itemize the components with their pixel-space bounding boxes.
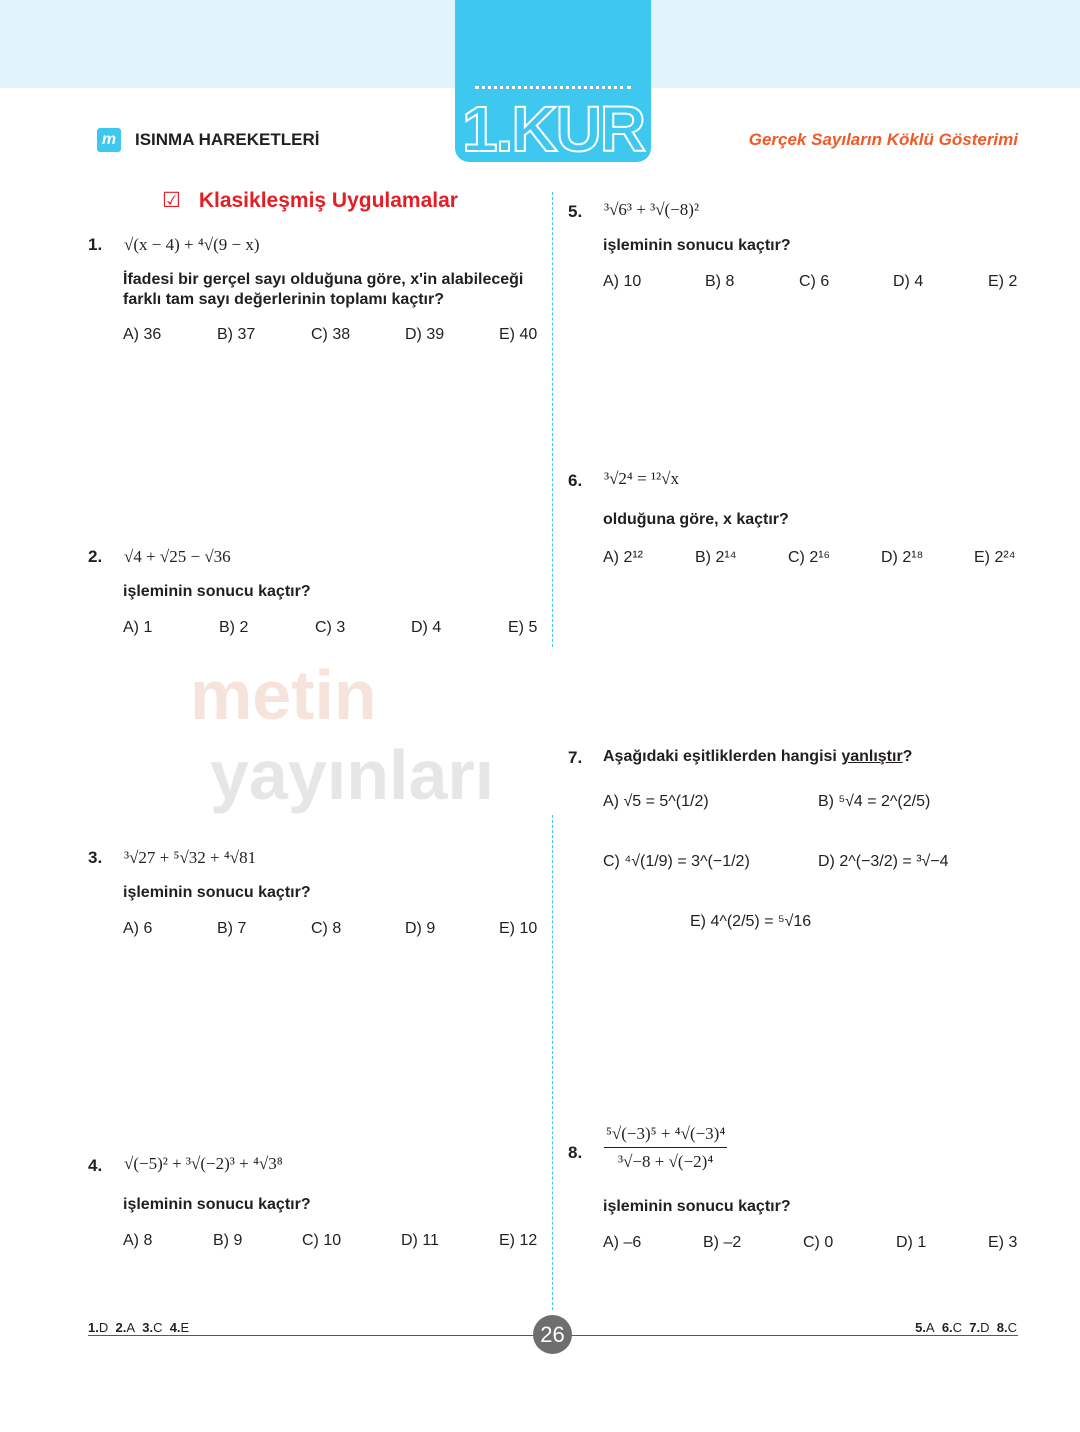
- key-num: 5.: [915, 1320, 926, 1335]
- choice-a[interactable]: A) √5 = 5^(1/2): [603, 793, 709, 810]
- choice-d[interactable]: D) 1: [896, 1234, 927, 1251]
- key-answer: C: [952, 1320, 963, 1335]
- key-answer: C: [153, 1320, 163, 1335]
- choice-c[interactable]: C) 10: [302, 1232, 342, 1249]
- question-formula: ³√6³ + ³√(−8)²: [604, 200, 700, 219]
- question-formula: √(−5)² + ³√(−2)³ + ⁴√3⁸: [124, 1154, 283, 1173]
- choice-c[interactable]: C) 2¹⁶: [788, 549, 831, 566]
- question-text: işleminin sonucu kaçtır?: [123, 1196, 311, 1213]
- key-num: 6.: [941, 1320, 953, 1335]
- key-answer: D: [98, 1320, 109, 1335]
- question-text: İfadesi bir gerçel sayı olduğuna göre, x'in alabileceği: [123, 271, 524, 288]
- page-number: 26: [533, 1315, 572, 1354]
- question-text: işleminin sonucu kaçtır?: [603, 1198, 791, 1215]
- choice-b[interactable]: B) 9: [213, 1232, 243, 1249]
- choice-a[interactable]: A) 2¹²: [603, 549, 643, 566]
- choice-e[interactable]: E) 3: [988, 1234, 1018, 1251]
- choice-c[interactable]: C) ⁴√(1/9) = 3^(−1/2): [603, 853, 750, 870]
- choice-e[interactable]: E) 40: [499, 326, 538, 343]
- column-divider: [552, 192, 553, 647]
- question-number: 3.: [88, 848, 103, 867]
- question-text: işleminin sonucu kaçtır?: [603, 237, 791, 254]
- answer-key-left: [88, 1320, 189, 1335]
- question-formula: √(x − 4) + ⁴√(9 − x): [124, 235, 260, 254]
- subheading-text: Klasikleşmiş Uygulamalar: [198, 189, 458, 212]
- key-answer: C: [1007, 1320, 1017, 1335]
- question-number: 6.: [568, 471, 583, 490]
- key-num: 2.: [115, 1320, 127, 1335]
- key-answer: A: [925, 1320, 935, 1335]
- choice-d[interactable]: D) 11: [401, 1232, 439, 1249]
- choice-d[interactable]: D) 2^(−3/2) = ³√−4: [818, 853, 949, 870]
- choice-b[interactable]: B) 2: [219, 619, 249, 636]
- choice-a[interactable]: A) 6: [123, 920, 153, 937]
- choice-d[interactable]: D) 4: [893, 273, 924, 290]
- choice-c[interactable]: C) 3: [315, 619, 346, 636]
- choice-d[interactable]: D) 4: [411, 619, 442, 636]
- kur-badge: [455, 0, 651, 165]
- question-number: 8.: [568, 1143, 583, 1162]
- question-text-part: Aşağıdaki eşitliklerden hangisi: [603, 748, 837, 765]
- key-answer: D: [980, 1320, 990, 1335]
- question-formula: ³√2⁴ = ¹²√x: [604, 469, 679, 488]
- question-text-part: ?: [902, 748, 913, 765]
- choice-c[interactable]: C) 38: [311, 326, 351, 343]
- choice-e[interactable]: E) 5: [508, 619, 538, 636]
- column-divider: [552, 815, 553, 1310]
- choice-c[interactable]: C) 8: [311, 920, 342, 937]
- choice-d[interactable]: D) 2¹⁸: [881, 549, 924, 566]
- watermark-line: yayınları: [210, 736, 495, 814]
- topic-title: Gerçek Sayıların Köklü Gösterimi: [748, 130, 1018, 149]
- kur-badge-text: 1.KUR: [461, 93, 645, 165]
- choice-d[interactable]: D) 39: [405, 326, 445, 343]
- denominator: ³√−8 + √(−2)⁴: [618, 1152, 714, 1171]
- choice-b[interactable]: B) ⁵√4 = 2^(2/5): [818, 793, 931, 810]
- watermark: [190, 655, 540, 825]
- question-formula: [604, 1124, 727, 1172]
- answer-key-right: [915, 1320, 1017, 1335]
- question-text: işleminin sonucu kaçtır?: [123, 583, 311, 600]
- choice-b[interactable]: B) 8: [705, 273, 735, 290]
- choice-c[interactable]: C) 6: [799, 273, 830, 290]
- question-number: 2.: [88, 547, 103, 566]
- choice-b[interactable]: B) 37: [217, 326, 256, 343]
- choice-a[interactable]: A) 10: [603, 273, 642, 290]
- publisher-logo-icon: m: [97, 128, 121, 152]
- numerator: ⁵√(−3)⁵ + ⁴√(−3)⁴: [604, 1124, 727, 1148]
- key-num: 1.: [88, 1320, 99, 1335]
- choice-a[interactable]: A) 36: [123, 326, 162, 343]
- choice-e[interactable]: E) 10: [499, 920, 538, 937]
- question-number: 7.: [568, 748, 583, 767]
- choice-b[interactable]: B) 7: [217, 920, 247, 937]
- choice-e[interactable]: E) 12: [499, 1232, 538, 1249]
- question-number: 4.: [88, 1156, 103, 1175]
- choice-b[interactable]: B) –2: [703, 1234, 742, 1251]
- question-formula: √4 + √25 − √36: [124, 547, 231, 566]
- choice-a[interactable]: A) 8: [123, 1232, 153, 1249]
- choice-a[interactable]: A) 1: [123, 619, 153, 636]
- choice-c[interactable]: C) 0: [803, 1234, 834, 1251]
- question-text: işleminin sonucu kaçtır?: [123, 884, 311, 901]
- question-number: 1.: [88, 235, 103, 254]
- key-answer: E: [180, 1320, 190, 1335]
- checkbox-icon: ☑: [162, 189, 181, 212]
- question-formula: ³√27 + ⁵√32 + ⁴√81: [124, 848, 257, 867]
- choice-e[interactable]: E) 4^(2/5) = ⁵√16: [690, 913, 812, 930]
- question-number: 5.: [568, 202, 583, 221]
- choice-a[interactable]: A) –6: [603, 1234, 642, 1251]
- section-title: ISINMA HAREKETLERİ: [135, 130, 320, 149]
- key-num: 4.: [169, 1320, 181, 1335]
- choice-b[interactable]: B) 2¹⁴: [695, 549, 737, 566]
- key-num: 7.: [969, 1320, 981, 1335]
- choice-e[interactable]: E) 2²⁴: [974, 549, 1016, 566]
- choice-d[interactable]: D) 9: [405, 920, 436, 937]
- key-num: 3.: [142, 1320, 154, 1335]
- question-text-emphasis: yanlıştır: [841, 748, 903, 765]
- question-text: olduğuna göre, x kaçtır?: [603, 511, 789, 528]
- key-answer: A: [126, 1320, 135, 1335]
- choice-e[interactable]: E) 2: [988, 273, 1018, 290]
- question-text: farklı tam sayı değerlerinin toplamı kaçtır?: [123, 291, 444, 308]
- watermark-line: metin: [190, 656, 377, 734]
- question-text: [603, 748, 912, 766]
- key-num: 8.: [996, 1320, 1008, 1335]
- subheading: [162, 188, 458, 213]
